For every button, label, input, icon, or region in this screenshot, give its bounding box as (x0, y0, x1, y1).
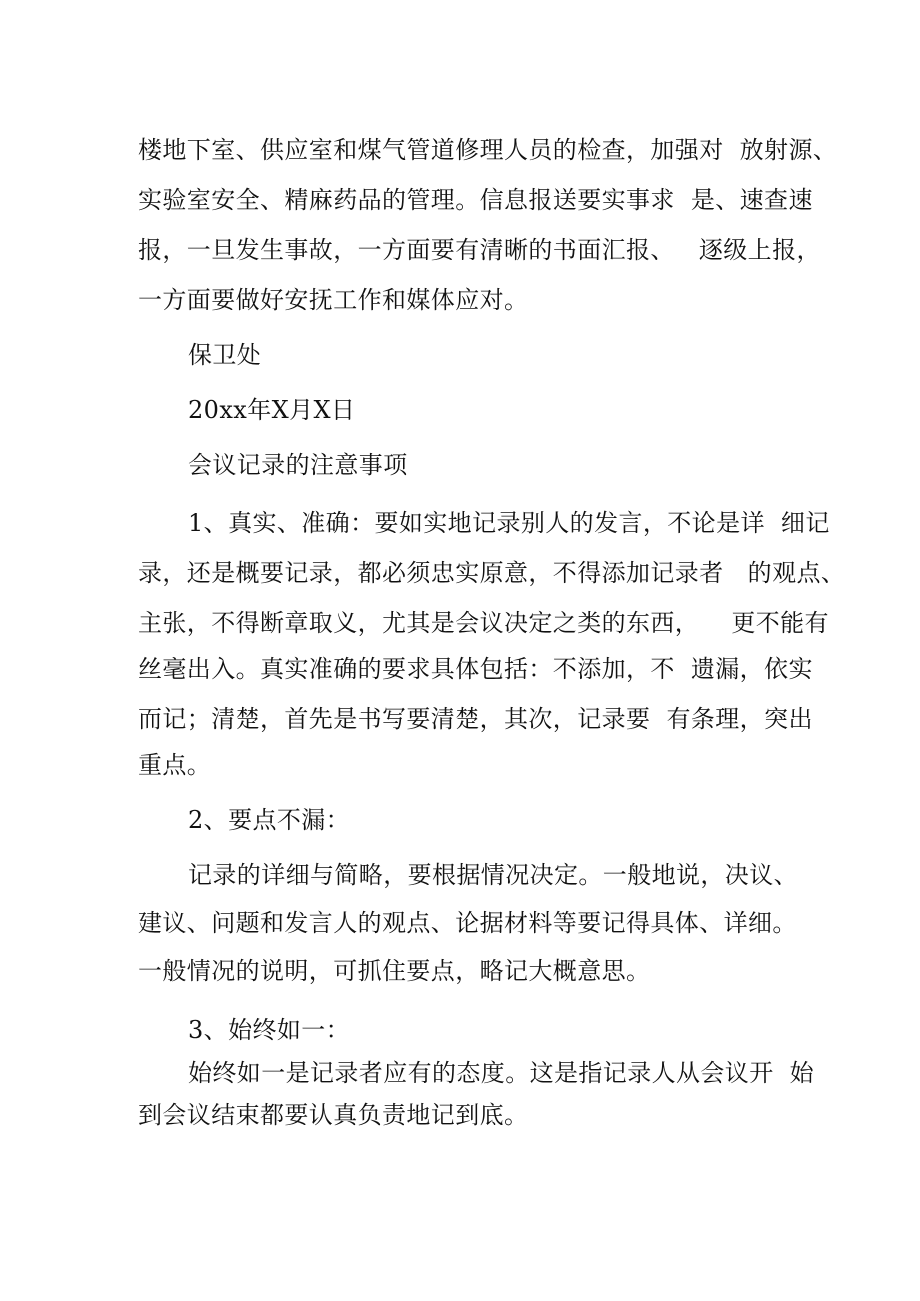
point-3-heading: 3、始终如一： (188, 1016, 351, 1044)
text-line: 丝毫出入。真实准确的要求具体包括：不添加，不 遗漏，依实 (138, 655, 813, 683)
text-line: 一般情况的说明，可抓住要点，略记大概意思。 (138, 957, 651, 985)
text-line: 录，还是概要记录，都必须忠实原意，不得添加记录者 的观点、 (138, 559, 846, 587)
text-line: 到会议结束都要认真负责地记到底。 (138, 1101, 529, 1129)
signature-department: 保卫处 (188, 341, 262, 369)
point-1-heading: 1、真实、准确：要如实地记录别人的发言，不论是详 细记 (188, 509, 830, 537)
text-line: 楼地下室、供应室和煤气管道修理人员的检查，加强对 放射源、 (138, 136, 838, 164)
text-line: 报，一旦发生事故，一方面要有清晰的书面汇报、 逐级上报， (138, 236, 821, 264)
section-heading: 会议记录的注意事项 (188, 451, 408, 479)
point-2-heading: 2、要点不漏： (188, 806, 351, 834)
text-line: 实验室安全、精麻药品的管理。信息报送要实事求 是、速查速 (138, 186, 813, 214)
signature-date: 20xx年X月X日 (188, 396, 356, 424)
text-line: 始终如一是记录者应有的态度。这是指记录人从会议开 始 (188, 1059, 815, 1087)
text-line: 记录的详细与简略，要根据情况决定。一般地说，决议、 (188, 861, 798, 889)
text-line: 重点。 (138, 751, 212, 779)
text-line: 一方面要做好安抚工作和媒体应对。 (138, 286, 529, 314)
text-line: 而记；清楚，首先是书写要清楚，其次，记录要 有条理，突出 (138, 705, 813, 733)
text-line: 建议、问题和发言人的观点、论据材料等要记得具体、详细。 (138, 909, 797, 937)
text-line: 主张，不得断章取义，尤其是会议决定之类的东西， 更不能有 (138, 609, 829, 637)
